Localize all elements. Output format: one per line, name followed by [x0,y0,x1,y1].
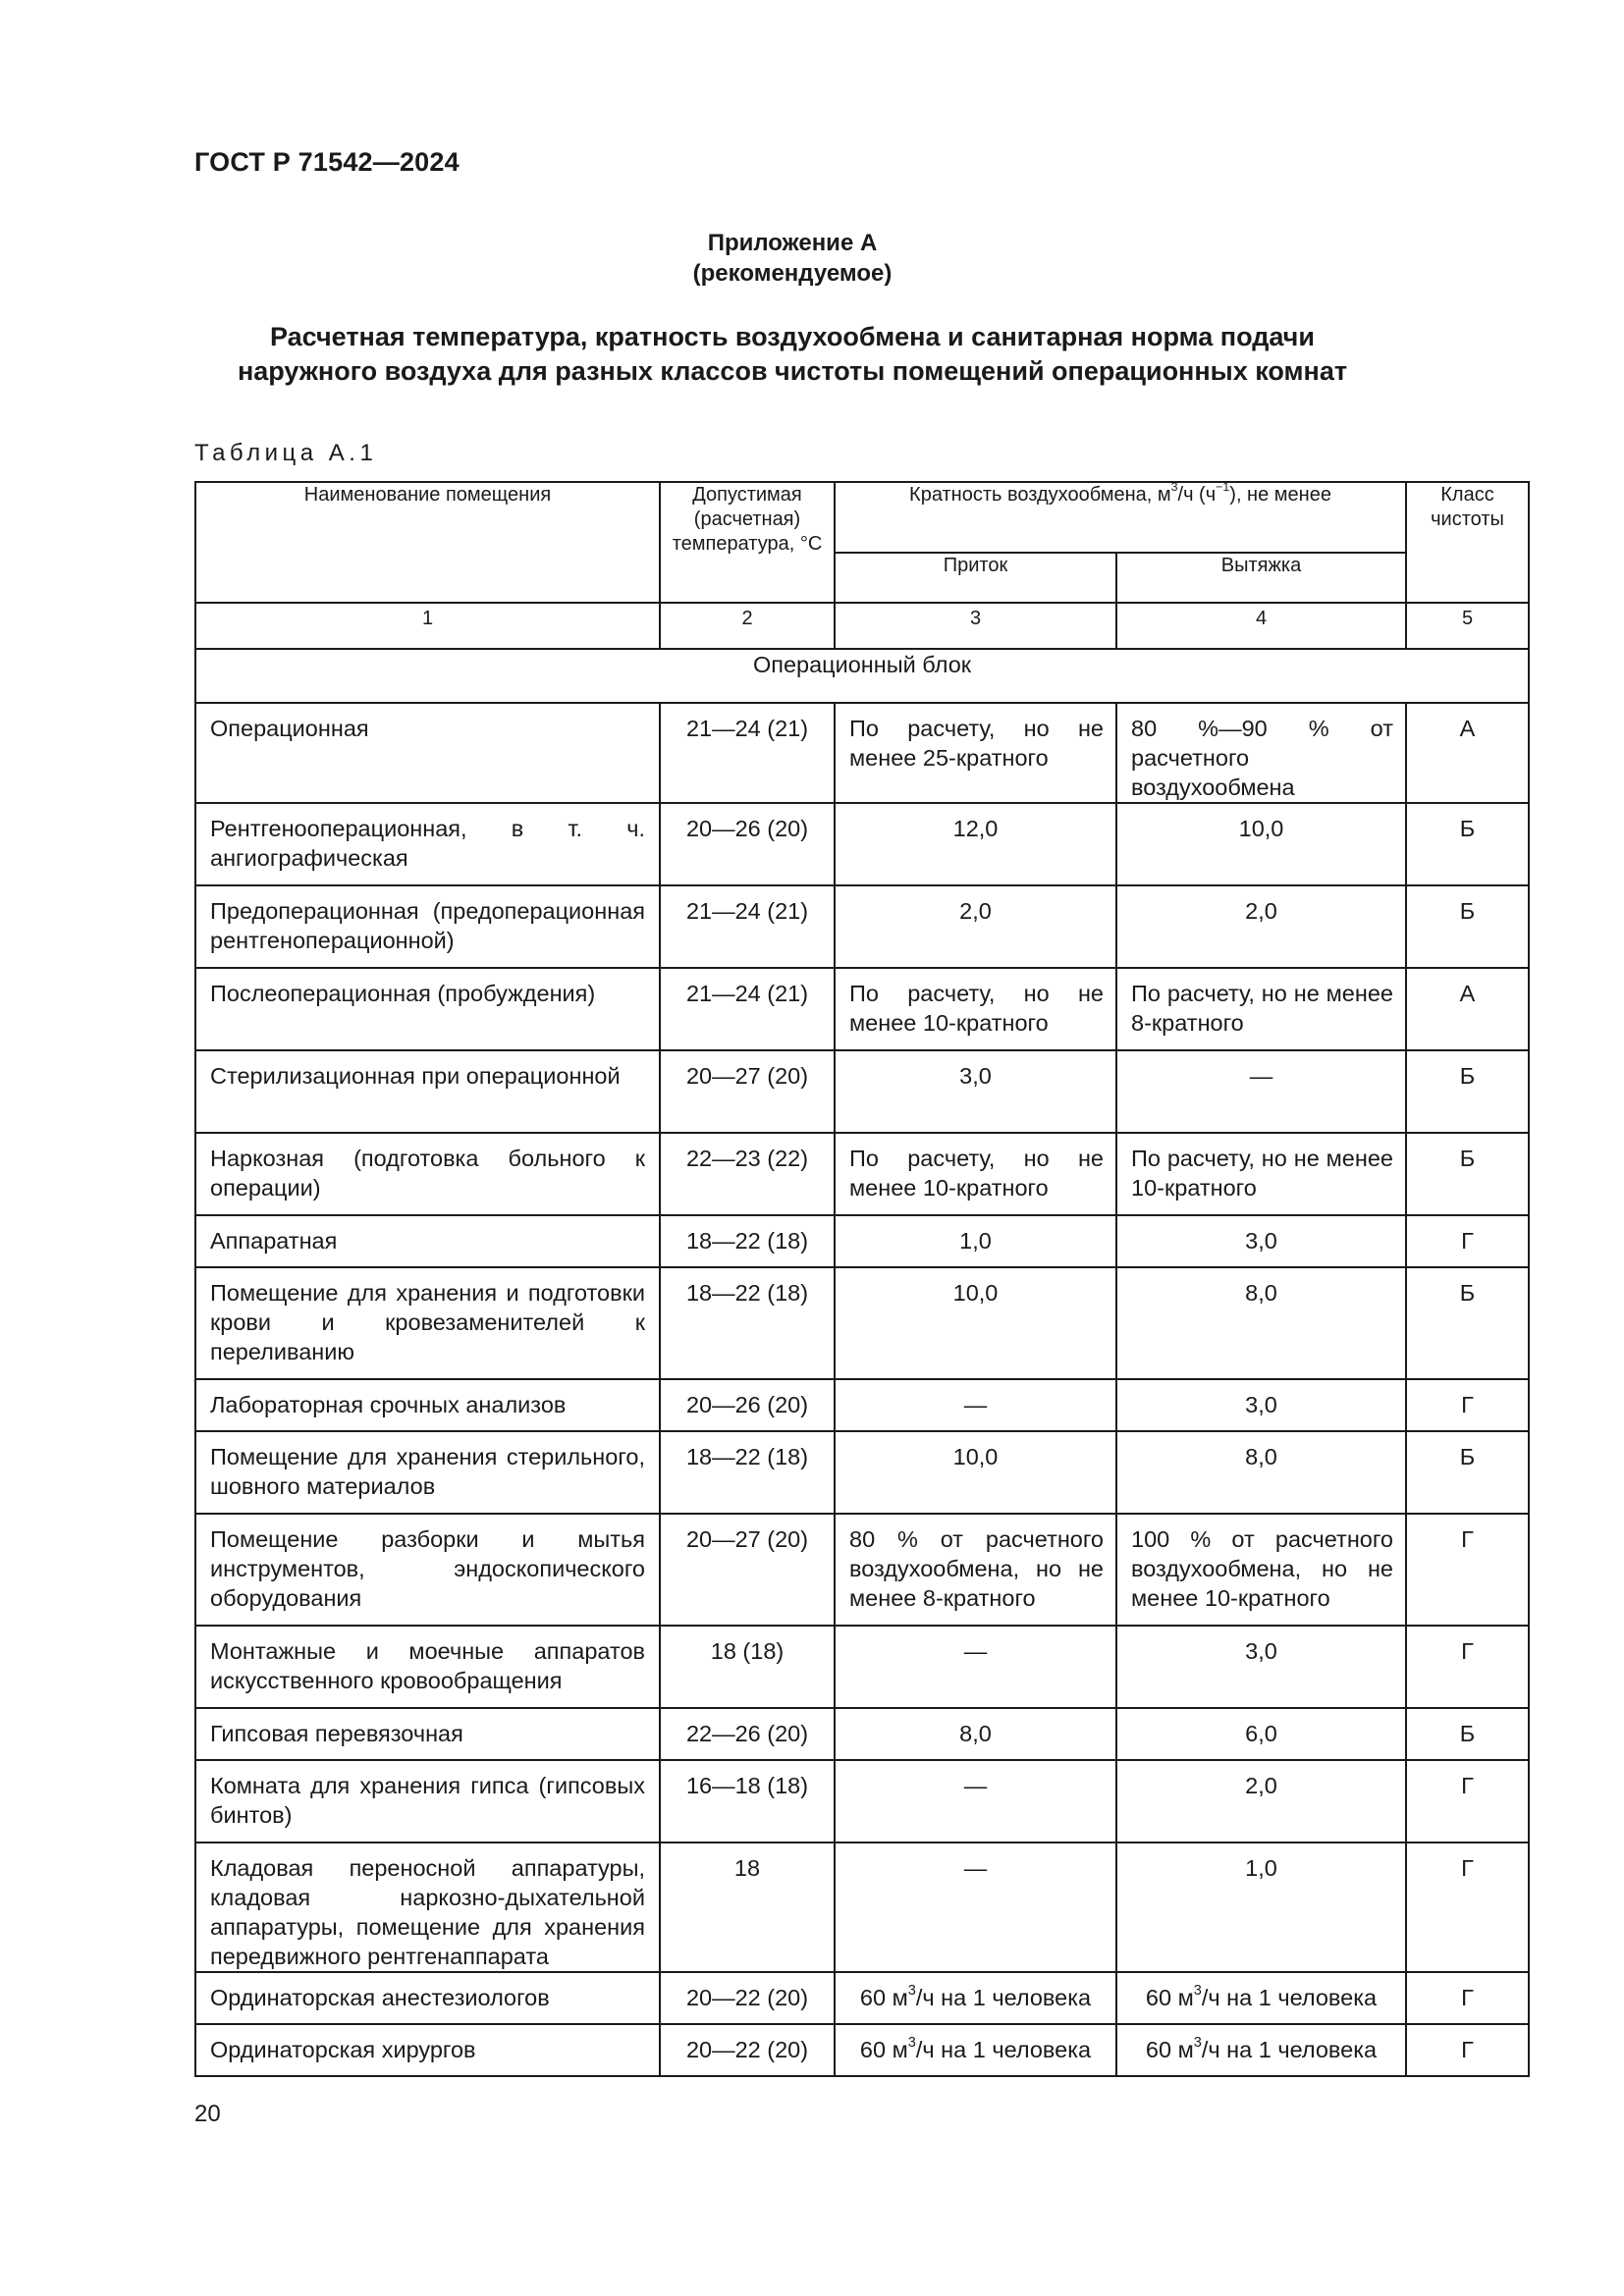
column-number: 3 [835,603,1116,649]
table-row [195,1972,1529,2024]
table-row [195,2024,1529,2076]
room-name-cell: Аппаратная [195,1215,660,1267]
header-room-name: Наименование помещения [195,482,660,603]
supply-cell: — [835,1842,1116,1972]
supply-cell: 12,0 [835,803,1116,885]
class-cell: Г [1406,1379,1529,1431]
supply-cell: 2,0 [835,885,1116,968]
column-number: 1 [195,603,660,649]
class-cell: Г [1406,1972,1529,2024]
appendix-title-line-2: наружного воздуха для разных классов чистоты помещений операционных комнат [237,356,1348,386]
supply-rate-exponent: 3 [907,1983,916,1999]
table-row [195,803,1529,885]
supply-rate-exponent: 3 [907,2035,916,2051]
supply-cell: — [835,1626,1116,1708]
temperature-cell: 22—26 (20) [660,1708,835,1760]
class-cell: Б [1406,1133,1529,1215]
column-number: 4 [1116,603,1406,649]
ventilation-table [194,481,1530,2077]
supply-cell: По расчету, но не менее 25-кратного [835,703,1116,803]
class-cell: Б [1406,1708,1529,1760]
column-number: 5 [1406,603,1529,649]
header-air-exchange-sup-1: 3 [1170,480,1178,495]
table-label: Таблица А.1 [194,440,378,466]
temperature-cell: 16—18 (18) [660,1760,835,1842]
table-row [195,1514,1529,1626]
class-cell: Г [1406,2024,1529,2076]
room-name-cell: Послеоперационная (пробуждения) [195,968,660,1050]
class-cell: Г [1406,1842,1529,1972]
temperature-cell: 18 (18) [660,1626,835,1708]
table-row [195,1267,1529,1379]
room-name-cell: Рентгенооперационная, в т. ч. ангиографическая [195,803,660,885]
room-name-cell: Наркозная (подготовка больного к операции) [195,1133,660,1215]
document-code: ГОСТ Р 71542—2024 [194,147,460,177]
room-name-cell: Ординаторская хирургов [195,2024,660,2076]
exhaust-cell [1116,1972,1406,2024]
header-temperature: Допустимая (расчетная) температура, °С [660,482,835,603]
supply-cell: — [835,1379,1116,1431]
room-name-cell: Кладовая переносной аппаратуры, кладовая наркозно-дыхательной аппаратуры, помещение для хранения передвижного рентгенаппарата [195,1842,660,1972]
exhaust-rate-value: 60 м [1145,2037,1194,2062]
appendix-title-line-1: Расчетная температура, кратность воздухообмена и санитарная норма подачи [270,322,1315,351]
supply-cell: 3,0 [835,1050,1116,1133]
table-row [195,1842,1529,1972]
exhaust-cell: 100 % от расчетного воздухообмена, но не менее 10-кратного [1116,1514,1406,1626]
exhaust-cell: 80 %—90 % от расчетного воздухообмена [1116,703,1406,803]
supply-cell: 80 % от расчетного воздухообмена, но не менее 8-кратного [835,1514,1116,1626]
supply-rate-value: 60 м [859,1985,908,2010]
exhaust-rate-value: 60 м [1145,1985,1194,2010]
supply-rate-unit: /ч на 1 человека [915,1985,1092,2010]
class-cell: Б [1406,1267,1529,1379]
exhaust-rate-unit: /ч на 1 человека [1201,2037,1378,2062]
supply-cell: 1,0 [835,1215,1116,1267]
supply-rate-value: 60 м [859,2037,908,2062]
exhaust-cell: 8,0 [1116,1431,1406,1514]
room-name-cell: Монтажные и моечные аппаратов искусственного кровообращения [195,1626,660,1708]
exhaust-cell: По расчету, но не менее 10-кратного [1116,1133,1406,1215]
exhaust-cell: 3,0 [1116,1215,1406,1267]
room-name-cell: Операционная [195,703,660,803]
temperature-cell: 21—24 (21) [660,703,835,803]
temperature-cell: 20—27 (20) [660,1050,835,1133]
temperature-cell: 21—24 (21) [660,885,835,968]
room-name-cell: Предоперационная (предоперационная рентгеноперационной) [195,885,660,968]
class-cell: Г [1406,1514,1529,1626]
exhaust-cell: 3,0 [1116,1379,1406,1431]
exhaust-rate-unit: /ч на 1 человека [1201,1985,1378,2010]
column-number: 2 [660,603,835,649]
header-supply: Приток [835,553,1116,603]
header-exhaust: Вытяжка [1116,553,1406,603]
temperature-cell: 20—27 (20) [660,1514,835,1626]
table-row [195,1708,1529,1760]
supply-cell: По расчету, но не менее 10-кратного [835,1133,1116,1215]
header-air-exchange [835,482,1406,553]
header-air-exchange-sup-2: −1 [1216,480,1230,495]
room-name-cell: Лабораторная срочных анализов [195,1379,660,1431]
temperature-cell: 18—22 (18) [660,1431,835,1514]
class-cell: Г [1406,1215,1529,1267]
supply-cell: По расчету, но не менее 10-кратного [835,968,1116,1050]
class-cell: Б [1406,1431,1529,1514]
header-air-exchange-mid: /ч (ч [1177,484,1217,506]
room-name-cell: Ординаторская анестезиологов [195,1972,660,2024]
temperature-cell: 20—22 (20) [660,1972,835,2024]
class-cell: Г [1406,1760,1529,1842]
class-cell: Б [1406,1050,1529,1133]
exhaust-rate-exponent: 3 [1193,1983,1202,1999]
supply-cell [835,2024,1116,2076]
supply-rate-unit: /ч на 1 человека [915,2037,1092,2062]
temperature-cell: 20—26 (20) [660,803,835,885]
exhaust-cell: 2,0 [1116,885,1406,968]
exhaust-cell [1116,2024,1406,2076]
temperature-cell: 20—22 (20) [660,2024,835,2076]
class-cell: Б [1406,885,1529,968]
exhaust-cell: — [1116,1050,1406,1133]
table-row [195,1379,1529,1431]
temperature-cell: 20—26 (20) [660,1379,835,1431]
header-air-exchange-suffix: ), не менее [1229,484,1331,506]
supply-cell: 10,0 [835,1267,1116,1379]
temperature-cell: 18—22 (18) [660,1267,835,1379]
room-name-cell: Помещение для хранения стерильного, шовного материалов [195,1431,660,1514]
table-row [195,1133,1529,1215]
appendix-label: Приложение А [707,230,878,256]
appendix-status: (рекомендуемое) [692,260,893,287]
exhaust-rate-exponent: 3 [1193,2035,1202,2051]
page-number: 20 [194,2101,221,2127]
exhaust-cell: 8,0 [1116,1267,1406,1379]
room-name-cell: Комната для хранения гипса (гипсовых бинтов) [195,1760,660,1842]
exhaust-cell: 10,0 [1116,803,1406,885]
supply-cell [835,1972,1116,2024]
room-name-cell: Помещение для хранения и подготовки крови и кровезаменителей к переливанию [195,1267,660,1379]
exhaust-cell: По расчету, но не менее 8-кратного [1116,968,1406,1050]
room-name-cell: Стерилизационная при операционной [195,1050,660,1133]
temperature-cell: 18 [660,1842,835,1972]
class-cell: Г [1406,1626,1529,1708]
supply-cell: 10,0 [835,1431,1116,1514]
appendix-heading [0,228,1624,289]
table-row [195,1050,1529,1133]
supply-cell: 8,0 [835,1708,1116,1760]
header-air-exchange-prefix: Кратность воздухообмена, м [909,484,1171,506]
room-name-cell: Гипсовая перевязочная [195,1708,660,1760]
exhaust-cell: 3,0 [1116,1626,1406,1708]
class-cell: А [1406,703,1529,803]
header-cleanliness-class: Класс чистоты [1406,482,1529,603]
temperature-cell: 22—23 (22) [660,1133,835,1215]
exhaust-cell: 1,0 [1116,1842,1406,1972]
column-numbers-row [195,603,1529,649]
appendix-title [0,320,1624,389]
table-row [195,968,1529,1050]
temperature-cell: 21—24 (21) [660,968,835,1050]
exhaust-cell: 2,0 [1116,1760,1406,1842]
table-row [195,1760,1529,1842]
table-row [195,1215,1529,1267]
section-row [195,649,1529,703]
table-row [195,885,1529,968]
class-cell: А [1406,968,1529,1050]
table-row [195,703,1529,803]
exhaust-cell: 6,0 [1116,1708,1406,1760]
class-cell: Б [1406,803,1529,885]
supply-cell: — [835,1760,1116,1842]
section-title: Операционный блок [195,649,1529,703]
table-row [195,1626,1529,1708]
room-name-cell: Помещение разборки и мытья инструментов, эндоскопического оборудования [195,1514,660,1626]
temperature-cell: 18—22 (18) [660,1215,835,1267]
table-row [195,1431,1529,1514]
